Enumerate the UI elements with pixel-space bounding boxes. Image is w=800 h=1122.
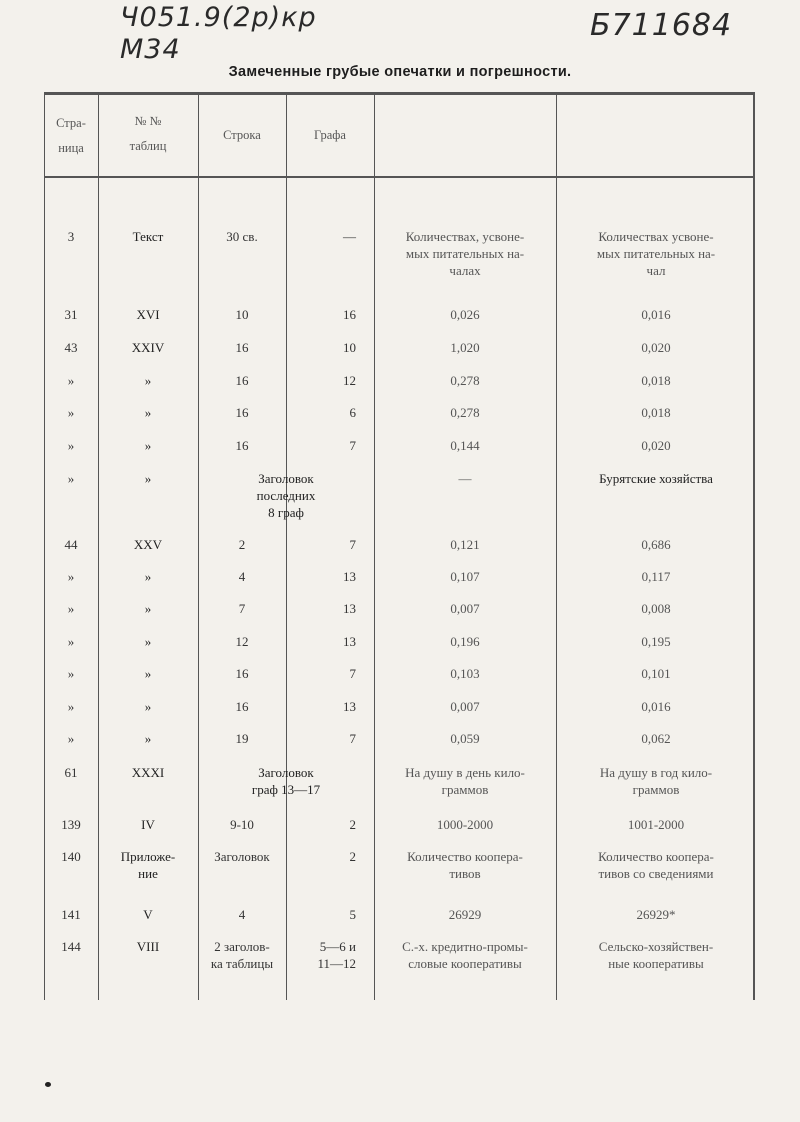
cell-printed xyxy=(376,938,554,972)
cell-printed xyxy=(376,848,554,882)
cell-correct-line: 0,195 xyxy=(641,634,671,649)
cell-table xyxy=(100,665,196,682)
cell-page-line: » xyxy=(67,731,75,746)
cell-table xyxy=(100,600,196,617)
cell-page-line: » xyxy=(67,569,75,584)
cell-column xyxy=(288,816,372,833)
cell-column-line: 6 xyxy=(349,405,356,420)
cell-line-column-span xyxy=(200,470,372,521)
cell-table xyxy=(100,938,196,955)
cell-correct-line: 26929* xyxy=(636,907,676,922)
cell-page xyxy=(46,228,96,245)
cell-printed xyxy=(376,536,554,553)
cell-printed-line: 0,107 xyxy=(450,569,480,584)
cell-column-line: 7 xyxy=(349,666,356,681)
cell-correct xyxy=(558,470,754,487)
cell-printed-line: мых питательных на- xyxy=(405,246,525,261)
cell-correct xyxy=(558,228,754,279)
cell-correct-line: Сельско-хозяйствен- xyxy=(598,939,714,954)
cell-correct xyxy=(558,848,754,882)
cell-table-line: » xyxy=(144,569,152,584)
cell-column xyxy=(288,536,372,553)
cell-table xyxy=(100,730,196,747)
cell-table xyxy=(100,339,196,356)
cell-table xyxy=(100,536,196,553)
cell-line-line: 19 xyxy=(235,731,249,746)
cell-line-line: 10 xyxy=(235,307,249,322)
cell-line-line: 16 xyxy=(235,405,249,420)
cell-printed-line: 1,020 xyxy=(450,340,480,355)
cell-table xyxy=(100,848,196,882)
cell-column-line: 13 xyxy=(343,699,356,714)
cell-correct-line: 1001-2000 xyxy=(627,817,685,832)
cell-page-line: » xyxy=(67,373,75,388)
cell-correct-line: 0,117 xyxy=(641,569,671,584)
cell-page-line: 141 xyxy=(61,907,81,922)
cell-printed xyxy=(376,339,554,356)
header-table-line-1: № № xyxy=(134,114,162,128)
cell-column-line: 13 xyxy=(343,634,356,649)
cell-correct xyxy=(558,816,754,833)
cell-column xyxy=(288,600,372,617)
table-top-rule xyxy=(44,92,754,95)
cell-printed xyxy=(376,600,554,617)
cell-line xyxy=(200,600,284,617)
cell-table xyxy=(100,906,196,923)
cell-line-line: 2 заголов- xyxy=(214,939,270,954)
cell-line xyxy=(200,568,284,585)
cell-page xyxy=(46,906,96,923)
cell-page-line: » xyxy=(67,471,75,486)
cell-line-line: Заголовок xyxy=(214,849,270,864)
header-page xyxy=(46,115,96,157)
cell-page xyxy=(46,339,96,356)
cell-column-line: 7 xyxy=(349,731,356,746)
cell-table-line: » xyxy=(144,634,152,649)
cell-line xyxy=(200,633,284,650)
cell-table xyxy=(100,306,196,323)
cell-column xyxy=(288,437,372,454)
cell-printed-line: 0,103 xyxy=(450,666,480,681)
cell-table xyxy=(100,698,196,715)
cell-correct-line: граммов xyxy=(632,782,680,797)
cell-line-line: 2 xyxy=(238,537,246,552)
cell-printed xyxy=(376,730,554,747)
cell-column xyxy=(288,848,372,865)
cell-table-line: » xyxy=(144,373,152,388)
cell-page-line: 140 xyxy=(61,849,81,864)
cell-printed xyxy=(376,228,554,279)
cell-column xyxy=(288,938,372,972)
cell-column-line: 5 xyxy=(349,907,356,922)
cell-table xyxy=(100,633,196,650)
cell-correct-line: Бурятские хозяйства xyxy=(599,471,713,486)
cell-page xyxy=(46,437,96,454)
cell-table xyxy=(100,372,196,389)
cell-line-line: 9-10 xyxy=(230,817,254,832)
cell-line xyxy=(200,730,284,747)
cell-table-line: ние xyxy=(138,866,158,881)
cell-correct xyxy=(558,764,754,798)
cell-correct xyxy=(558,306,754,323)
cell-printed xyxy=(376,470,554,487)
cell-page-line: » xyxy=(67,405,75,420)
cell-correct xyxy=(558,339,754,356)
cell-correct xyxy=(558,437,754,454)
cell-page-line: 61 xyxy=(64,765,78,780)
cell-correct-line: ные кооперативы xyxy=(608,956,704,971)
cell-table-line: » xyxy=(144,405,152,420)
cell-page-line: 144 xyxy=(61,939,81,954)
cell-table xyxy=(100,568,196,585)
cell-page-line: 31 xyxy=(64,307,78,322)
col-rule-2 xyxy=(198,92,199,1000)
cell-table-line: » xyxy=(144,699,152,714)
cell-correct-line: 0,008 xyxy=(641,601,671,616)
col-rule-1 xyxy=(98,92,99,1000)
cell-column-line: 7 xyxy=(349,537,356,552)
cell-correct xyxy=(558,938,754,972)
cell-printed-line: Количество коопера- xyxy=(407,849,523,864)
cell-correct-line: 0,101 xyxy=(641,666,671,681)
cell-correct-line: 0,686 xyxy=(641,537,671,552)
cell-column xyxy=(288,698,372,715)
header-line: Строка xyxy=(223,128,261,142)
cell-page xyxy=(46,306,96,323)
cell-table xyxy=(100,228,196,245)
cell-line xyxy=(200,339,284,356)
cell-table-line: » xyxy=(144,438,152,453)
cell-page xyxy=(46,568,96,585)
cell-printed-line: 0,026 xyxy=(450,307,480,322)
cell-table-line: Приложе- xyxy=(120,849,176,864)
cell-printed-line: — xyxy=(458,471,472,486)
cell-column xyxy=(288,568,372,585)
cell-column xyxy=(288,633,372,650)
cell-line xyxy=(200,938,284,972)
cell-table-line: Текст xyxy=(132,229,164,244)
cell-column-line: — xyxy=(343,229,356,244)
cell-line xyxy=(200,906,284,923)
header-table-line-2: таблиц xyxy=(129,139,167,153)
cell-correct-line: 0,062 xyxy=(641,731,671,746)
cell-correct xyxy=(558,730,754,747)
cell-printed-line: 0,007 xyxy=(450,601,480,616)
cell-column-line: 12 xyxy=(343,373,356,388)
cell-correct xyxy=(558,665,754,682)
handwritten-author-code: М34 xyxy=(120,34,181,65)
cell-column-line: 13 xyxy=(343,601,356,616)
cell-page-line: » xyxy=(67,699,75,714)
cell-table xyxy=(100,470,196,487)
cell-page xyxy=(46,816,96,833)
cell-column-line: 10 xyxy=(343,340,356,355)
cell-column xyxy=(288,228,372,245)
cell-correct-line: тивов со сведениями xyxy=(598,866,714,881)
cell-page-line: 43 xyxy=(64,340,78,355)
cell-table-line: V xyxy=(143,907,153,922)
cell-column xyxy=(288,339,372,356)
cell-correct-line: мых питательных на- xyxy=(596,246,716,261)
cell-printed xyxy=(376,306,554,323)
cell-page xyxy=(46,633,96,650)
cell-column-line: 5—6 и xyxy=(319,939,356,954)
cell-table-line: VIII xyxy=(136,939,160,954)
cell-column xyxy=(288,404,372,421)
cell-page xyxy=(46,372,96,389)
cell-column xyxy=(288,372,372,389)
cell-page xyxy=(46,665,96,682)
cell-printed xyxy=(376,665,554,682)
cell-table-line: IV xyxy=(141,817,155,832)
cell-table-line: XXIV xyxy=(131,340,165,355)
cell-line-line: ка таблицы xyxy=(210,956,274,971)
cell-page xyxy=(46,764,96,781)
cell-correct xyxy=(558,633,754,650)
cell-line-column-span-line: 8 граф xyxy=(268,505,304,520)
cell-line-line: 16 xyxy=(235,699,249,714)
cell-line-line: 16 xyxy=(235,666,249,681)
handwritten-shelfmark: Ч051.9(2р)кр xyxy=(120,2,317,33)
cell-printed xyxy=(376,437,554,454)
header-page-line-2: ница xyxy=(58,141,84,155)
cell-line xyxy=(200,306,284,323)
cell-printed xyxy=(376,568,554,585)
cell-line xyxy=(200,372,284,389)
cell-table-line: » xyxy=(144,731,152,746)
cell-correct-line: 0,016 xyxy=(641,699,671,714)
cell-line xyxy=(200,404,284,421)
cell-printed-line: 0,007 xyxy=(450,699,480,714)
handwritten-inventory-number: Б711684 xyxy=(590,8,733,43)
cell-column xyxy=(288,306,372,323)
col-rule-4 xyxy=(374,92,375,1000)
cell-printed xyxy=(376,404,554,421)
cell-correct-line: 0,020 xyxy=(641,340,671,355)
cell-column-line: 11—12 xyxy=(317,956,356,971)
cell-table xyxy=(100,404,196,421)
cell-printed-line: 1000-2000 xyxy=(436,817,494,832)
cell-line-line: 16 xyxy=(235,438,249,453)
cell-printed-line: 0,278 xyxy=(450,373,480,388)
header-column: Графа xyxy=(314,128,346,142)
cell-printed xyxy=(376,698,554,715)
cell-table-line: XXXI xyxy=(131,765,165,780)
cell-line-column-span-line: Заголовок xyxy=(258,765,314,780)
cell-page-line: 3 xyxy=(67,229,75,244)
cell-page-line: 44 xyxy=(64,537,78,552)
cell-column-line: 2 xyxy=(349,849,356,864)
cell-column-line: 16 xyxy=(343,307,356,322)
cell-printed-line: тивов xyxy=(449,866,481,881)
cell-table xyxy=(100,437,196,454)
cell-correct xyxy=(558,372,754,389)
cell-page-line: » xyxy=(67,634,75,649)
cell-table xyxy=(100,816,196,833)
cell-column xyxy=(288,665,372,682)
cell-page xyxy=(46,600,96,617)
cell-page-line: » xyxy=(67,438,75,453)
cell-line-line: 16 xyxy=(235,340,249,355)
cell-column xyxy=(288,730,372,747)
cell-table-line: » xyxy=(144,471,152,486)
cell-printed-line: 0,144 xyxy=(450,438,480,453)
cell-table-line: » xyxy=(144,601,152,616)
cell-printed-line: С.-х. кредитно-промы- xyxy=(402,939,528,954)
cell-printed-line: На душу в день кило- xyxy=(405,765,525,780)
header-bottom-rule xyxy=(44,176,754,178)
cell-printed-line: 0,121 xyxy=(450,537,480,552)
cell-printed-line: 0,059 xyxy=(450,731,480,746)
cell-line xyxy=(200,437,284,454)
cell-line-column-span-line: граф 13—17 xyxy=(251,782,321,797)
cell-table xyxy=(100,764,196,781)
cell-correct-line: Количество коопера- xyxy=(598,849,714,864)
cell-correct-line: 0,020 xyxy=(641,438,671,453)
cell-line-column-span xyxy=(200,764,372,798)
cell-correct xyxy=(558,568,754,585)
cell-printed-line: 0,278 xyxy=(450,405,480,420)
cell-line-line: 4 xyxy=(238,569,246,584)
cell-column-line: 13 xyxy=(343,569,356,584)
cell-printed xyxy=(376,816,554,833)
cell-line-line: 16 xyxy=(235,373,249,388)
cell-page-line: 139 xyxy=(61,817,81,832)
cell-column-line: 2 xyxy=(349,817,356,832)
cell-page-line: » xyxy=(67,666,75,681)
cell-table-line: XXV xyxy=(133,537,163,552)
cell-page-line: » xyxy=(67,601,75,616)
cell-correct-line: На душу в год кило- xyxy=(599,765,713,780)
cell-column xyxy=(288,906,372,923)
cell-correct xyxy=(558,906,754,923)
col-rule-5 xyxy=(556,92,557,1000)
cell-correct-line: 0,018 xyxy=(641,373,671,388)
cell-printed-line: 0,196 xyxy=(450,634,480,649)
cell-correct xyxy=(558,698,754,715)
cell-page xyxy=(46,536,96,553)
cell-line-line: 4 xyxy=(238,907,246,922)
cell-column-line: 7 xyxy=(349,438,356,453)
cell-page xyxy=(46,404,96,421)
cell-correct xyxy=(558,536,754,553)
cell-printed xyxy=(376,906,554,923)
cell-line xyxy=(200,816,284,833)
col-rule-0 xyxy=(44,92,45,1000)
cell-line-column-span-line: Заголовок xyxy=(258,471,314,486)
cell-correct xyxy=(558,404,754,421)
cell-line-line: 12 xyxy=(235,634,249,649)
cell-line xyxy=(200,228,284,245)
cell-page xyxy=(46,470,96,487)
cell-correct-line: 0,016 xyxy=(641,307,671,322)
cell-page xyxy=(46,938,96,955)
cell-printed-line: граммов xyxy=(441,782,489,797)
cell-printed xyxy=(376,633,554,650)
cell-correct-line: 0,018 xyxy=(641,405,671,420)
cell-page xyxy=(46,730,96,747)
cell-line xyxy=(200,698,284,715)
cell-printed xyxy=(376,372,554,389)
header-page-line-1: Стра- xyxy=(56,116,86,130)
ink-spot xyxy=(45,1082,51,1087)
cell-correct-line: Количествах усвоне- xyxy=(598,229,714,244)
cell-printed-line: Количествах, усвоне- xyxy=(405,229,525,244)
col-rule-3 xyxy=(286,92,287,1000)
cell-line xyxy=(200,536,284,553)
cell-table-line: XVI xyxy=(136,307,160,322)
cell-table-line: » xyxy=(144,666,152,681)
cell-line-line: 7 xyxy=(238,601,246,616)
cell-line xyxy=(200,665,284,682)
cell-printed xyxy=(376,764,554,798)
cell-line-line: 30 св. xyxy=(226,229,258,244)
cell-line-column-span-line: последних xyxy=(256,488,316,503)
header-table xyxy=(100,113,196,155)
cell-page xyxy=(46,698,96,715)
page-title: Замеченные грубые опечатки и погрешности. xyxy=(228,64,572,80)
cell-printed-line: словые кооперативы xyxy=(408,956,522,971)
cell-page xyxy=(46,848,96,865)
cell-printed-line: 26929 xyxy=(448,907,482,922)
cell-correct xyxy=(558,600,754,617)
cell-line xyxy=(200,848,284,865)
cell-printed-line: чалах xyxy=(449,263,481,278)
cell-correct-line: чал xyxy=(646,263,666,278)
